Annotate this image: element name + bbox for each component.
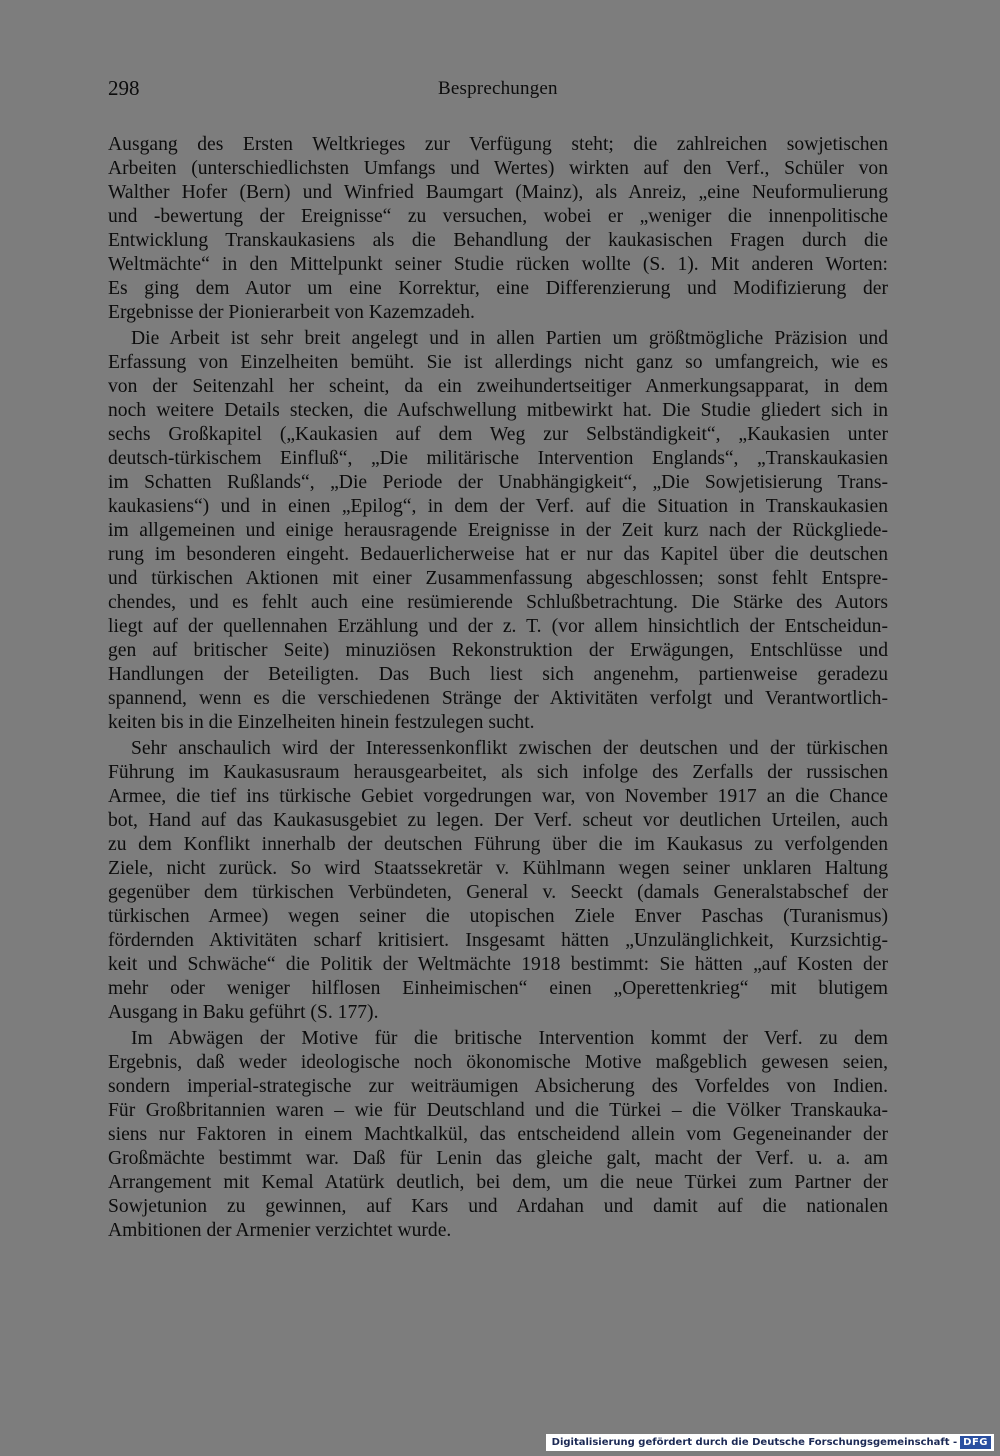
text-line: von der Seitenzahl her scheint, da ein zweihundertseitiger Anmerkungsapparat, in dem <box>108 376 888 397</box>
dfg-logo: DFG <box>960 1436 991 1449</box>
text-line: Entwicklung Transkaukasiens als die Behandlung der kaukasischen Fragen durch die <box>108 230 888 251</box>
text-line: bot, Hand auf das Kaukasusgebiet zu legen. Der Verf. scheut vor deutlichen Urteilen, auch <box>108 810 888 831</box>
text-line: Ergebnis, daß weder ideologische noch ökonomische Motive maßgeblich gewesen seien, <box>108 1052 888 1073</box>
text-line: Erfassung von Einzelheiten bemüht. Sie ist allerdings nicht ganz so umfangreich, wie es <box>108 352 888 373</box>
paragraph <box>108 1027 888 1243</box>
running-head: Besprechungen <box>438 78 558 99</box>
text-line: Die Arbeit ist sehr breit angelegt und in allen Partien um größtmögliche Präzision und <box>131 328 888 349</box>
text-line: sondern imperial-strategische zur weiträumigen Absicherung des Vorfeldes von Indien. <box>108 1076 888 1097</box>
text-line: Großmächte bestimmt war. Daß für Lenin das gleiche galt, macht der Verf. u. a. am <box>108 1148 888 1169</box>
text-line: Sowjetunion zu gewinnen, auf Kars und Ardahan und damit auf die nationalen <box>108 1196 888 1217</box>
paragraph <box>108 327 888 735</box>
text-line: Sehr anschaulich wird der Interessenkonflikt zwischen der deutschen und der türkischen <box>131 738 888 759</box>
text-line: Arrangement mit Kemal Atatürk deutlich, bei dem, um die neue Türkei zum Partner der <box>108 1172 888 1193</box>
text-line: liegt auf der quellennahen Erzählung und der z. T. (vor allem hinsichtlich der Entscheidun- <box>108 616 888 637</box>
text-line: keit und Schwäche“ die Politik der Weltmächte 1918 bestimmt: Sie hätten „auf Kosten der <box>108 954 888 975</box>
text-line: Weltmächte“ in den Mittelpunkt seiner Studie rücken wollte (S. 1). Mit anderen Worten: <box>108 254 888 275</box>
text-line: rung im besonderen eingeht. Bedauerlicherweise hat er nur das Kapitel über die deutschen <box>108 544 888 565</box>
funding-footer <box>546 1434 994 1451</box>
text-line: mehr oder weniger hilflosen Einheimischen“ einen „Operettenkrieg“ mit blutigem <box>108 978 888 999</box>
text-line: chendes, und es fehlt auch eine resümierende Schlußbetrachtung. Die Stärke des Autors <box>108 592 888 613</box>
text-line: und türkischen Aktionen mit einer Zusammenfassung abgeschlossen; sonst fehlt Entspre- <box>108 568 888 589</box>
text-line: deutsch-türkischem Einfluß“, „Die militärische Intervention Englands“, „Transkaukasien <box>108 448 888 469</box>
text-line: keiten bis in die Einzelheiten hinein festzulegen sucht. <box>108 712 535 733</box>
text-line: spannend, wenn es die verschiedenen Stränge der Aktivitäten verfolgt und Verantwortlich- <box>108 688 888 709</box>
text-line: noch weitere Details stecken, die Aufschwellung mitbewirkt hat. Die Studie gliedert sich in <box>108 400 888 421</box>
text-line: im allgemeinen und einige herausragende Ereignisse in der Zeit kurz nach der Rückgliede- <box>108 520 888 541</box>
text-line: zu dem Konflikt innerhalb der deutschen Führung über die im Kaukasus zu verfolgenden <box>108 834 888 855</box>
text-line: siens nur Faktoren in einem Machtkalkül, das entscheidend allein vom Gegeneinander der <box>108 1124 888 1145</box>
text-line: Walther Hofer (Bern) und Winfried Baumgart (Mainz), als Anreiz, „eine Neuformulierung <box>108 182 888 203</box>
text-line: türkischen Armee) wegen seiner die utopischen Ziele Enver Paschas (Turanismus) <box>108 906 888 927</box>
funding-note: Digitalisierung gefördert durch die Deutsche Forschungsgemeinschaft - <box>551 1437 958 1448</box>
text-line: Ausgang des Ersten Weltkrieges zur Verfügung steht; die zahlreichen sowjetischen <box>108 134 888 155</box>
text-line: im Schatten Rußlands“, „Die Periode der Unabhängigkeit“, „Die Sowjetisierung Trans- <box>108 472 888 493</box>
body-text <box>108 133 888 1245</box>
text-line: Handlungen der Beteiligten. Das Buch liest sich angenehm, partienweise geradezu <box>108 664 888 685</box>
text-line: Ergebnisse der Pionierarbeit von Kazemzadeh. <box>108 302 475 323</box>
text-line: Im Abwägen der Motive für die britische Intervention kommt der Verf. zu dem <box>131 1028 888 1049</box>
text-line: Ausgang in Baku geführt (S. 177). <box>108 1002 379 1023</box>
text-line: gen auf britischer Seite) minuziösen Rekonstruktion der Erwägungen, Entschlüsse und <box>108 640 888 661</box>
paragraph <box>108 737 888 1025</box>
text-line: kaukasiens“) und in einen „Epilog“, in dem der Verf. auf die Situation in Transkaukasien <box>108 496 888 517</box>
text-line: Für Großbritannien waren – wie für Deutschland und die Türkei – die Völker Transkauka- <box>108 1100 888 1121</box>
page-number: 298 <box>108 76 140 100</box>
text-line: Führung im Kaukasusraum herausgearbeitet, als sich infolge des Zerfalls der russischen <box>108 762 888 783</box>
text-line: Armee, die tief ins türkische Gebiet vorgedrungen war, von November 1917 an die Chance <box>108 786 888 807</box>
text-line: Ziele, nicht zurück. So wird Staatssekretär v. Kühlmann wegen seiner unklaren Haltung <box>108 858 888 879</box>
text-line: gegenüber dem türkischen Verbündeten, General v. Seeckt (damals Generalstabschef der <box>108 882 888 903</box>
text-line: sechs Großkapitel („Kaukasien auf dem Weg zur Selbständigkeit“, „Kaukasien unter <box>108 424 888 445</box>
text-line: Ambitionen der Armenier verzichtet wurde. <box>108 1220 452 1241</box>
text-line: Arbeiten (unterschiedlichsten Umfangs und Wertes) wirkten auf den Verf., Schüler von <box>108 158 888 179</box>
text-line: Es ging dem Autor um eine Korrektur, eine Differenzierung und Modifizierung der <box>108 278 888 299</box>
text-line: und -bewertung der Ereignisse“ zu versuchen, wobei er „weniger die innenpolitische <box>108 206 888 227</box>
paragraph <box>108 133 888 325</box>
text-line: fördernden Aktivitäten scharf kritisiert. Insgesamt hätten „Unzulänglichkeit, Kurzsichtig- <box>108 930 888 951</box>
